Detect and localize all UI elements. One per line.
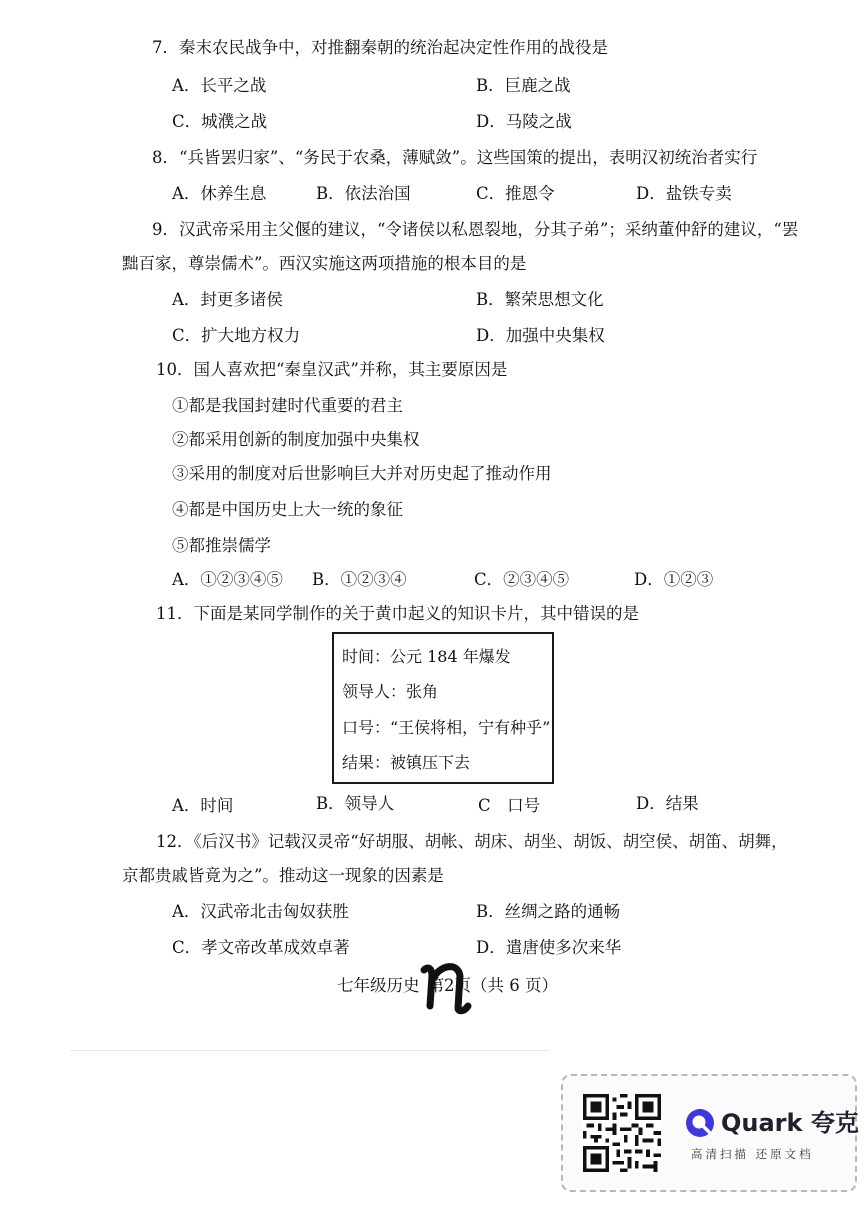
q11-option-a: A．时间 [172,796,234,815]
q8-option-c: C．推恩令 [476,184,555,203]
quark-tagline: 高清扫描 还原文档 [691,1147,814,1161]
qr-code-icon [583,1094,661,1172]
q9-option-c: C．扩大地方权力 [172,326,301,345]
quark-brand-name: Quark 夸克 [721,1109,859,1137]
q10-option-d: D．①②③ [634,570,714,589]
q12-option-a: A．汉武帝北击匈奴获胜 [172,902,349,921]
footer-subject: 七年级历史 [337,976,420,995]
quark-watermark [561,1074,857,1192]
footer-page-number: 第2页 [427,976,471,995]
q7-option-a: A．长平之战 [172,76,267,95]
q10-statement-3: ③采用的制度对后世影响巨大并对历史起了推动作用 [172,464,552,483]
q9-stem-line2: 黜百家，尊崇儒术”。西汉实施这两项措施的根本目的是 [122,254,527,273]
q8-option-d: D．盐铁专卖 [636,184,732,203]
quark-logo-icon [685,1108,715,1138]
q9-option-a: A．封更多诸侯 [172,290,283,309]
q7-option-d: D．马陵之战 [476,112,572,131]
q12-option-d: D．遣唐使多次来华 [476,938,622,957]
q10-statement-1: ①都是我国封建时代重要的君主 [172,396,403,415]
q10-statement-4: ④都是中国历史上大一统的象征 [172,500,403,519]
q10-option-b: B．①②③④ [312,570,407,589]
quark-brand [685,1106,859,1142]
q8-option-b: B．依法治国 [316,184,411,203]
q8-option-a: A．休养生息 [172,184,267,203]
q9-stem-line1: 9．汉武帝采用主父偃的建议，“令诸侯以私恩裂地，分其子弟”；采纳董仲舒的建议，“罢 [152,220,799,239]
q12-option-b: B．丝绸之路的通畅 [476,902,621,921]
q10-statement-5: ⑤都推崇儒学 [172,536,271,555]
q8-stem: 8．“兵皆罢归家”、“务民于农桑，薄赋敛”。这些国策的提出，表明汉初统治者实行 [152,148,758,167]
q9-option-d: D．加强中央集权 [476,326,605,345]
q11-stem: 11．下面是某同学制作的关于黄巾起义的知识卡片，其中错误的是 [156,604,639,623]
scan-edge [70,1050,550,1051]
q7-stem: 7．秦末农民战争中，对推翻秦朝的统治起决定性作用的战役是 [152,38,608,57]
card-leader: 领导人：张角 [342,682,439,701]
footer-total-pages: （共 6 页） [471,976,558,995]
q12-stem-line1: 12．《后汉书》记载汉灵帝“好胡服、胡帐、胡床、胡坐、胡饭、胡空侯、胡笛、胡舞， [156,832,788,851]
q10-stem: 10．国人喜欢把“秦皇汉武”并称，其主要原因是 [156,360,508,379]
q10-option-c: C．②③④⑤ [474,570,570,589]
q7-option-b: B．巨鹿之战 [476,76,571,95]
q10-option-a: A．①②③④⑤ [172,570,283,589]
q10-statement-2: ②都采用创新的制度加强中央集权 [172,430,420,449]
knowledge-card [332,632,554,784]
q11-option-c: C 口号 [478,796,541,815]
card-slogan: 口号：“王侯将相，宁有种乎” [342,718,551,737]
card-time: 时间：公元 184 年爆发 [342,647,511,666]
q9-option-b: B．繁荣思想文化 [476,290,604,309]
handwritten-scribble [418,956,476,1016]
q11-option-b: B．领导人 [316,794,395,813]
card-result: 结果：被镇压下去 [342,753,471,772]
q12-option-c: C．孝文帝改革成效卓著 [172,938,350,957]
q7-option-c: C．城濮之战 [172,112,268,131]
q11-option-d: D．结果 [636,794,699,813]
q12-stem-line2: 京都贵戚皆竟为之”。推动这一现象的因素是 [122,866,444,885]
